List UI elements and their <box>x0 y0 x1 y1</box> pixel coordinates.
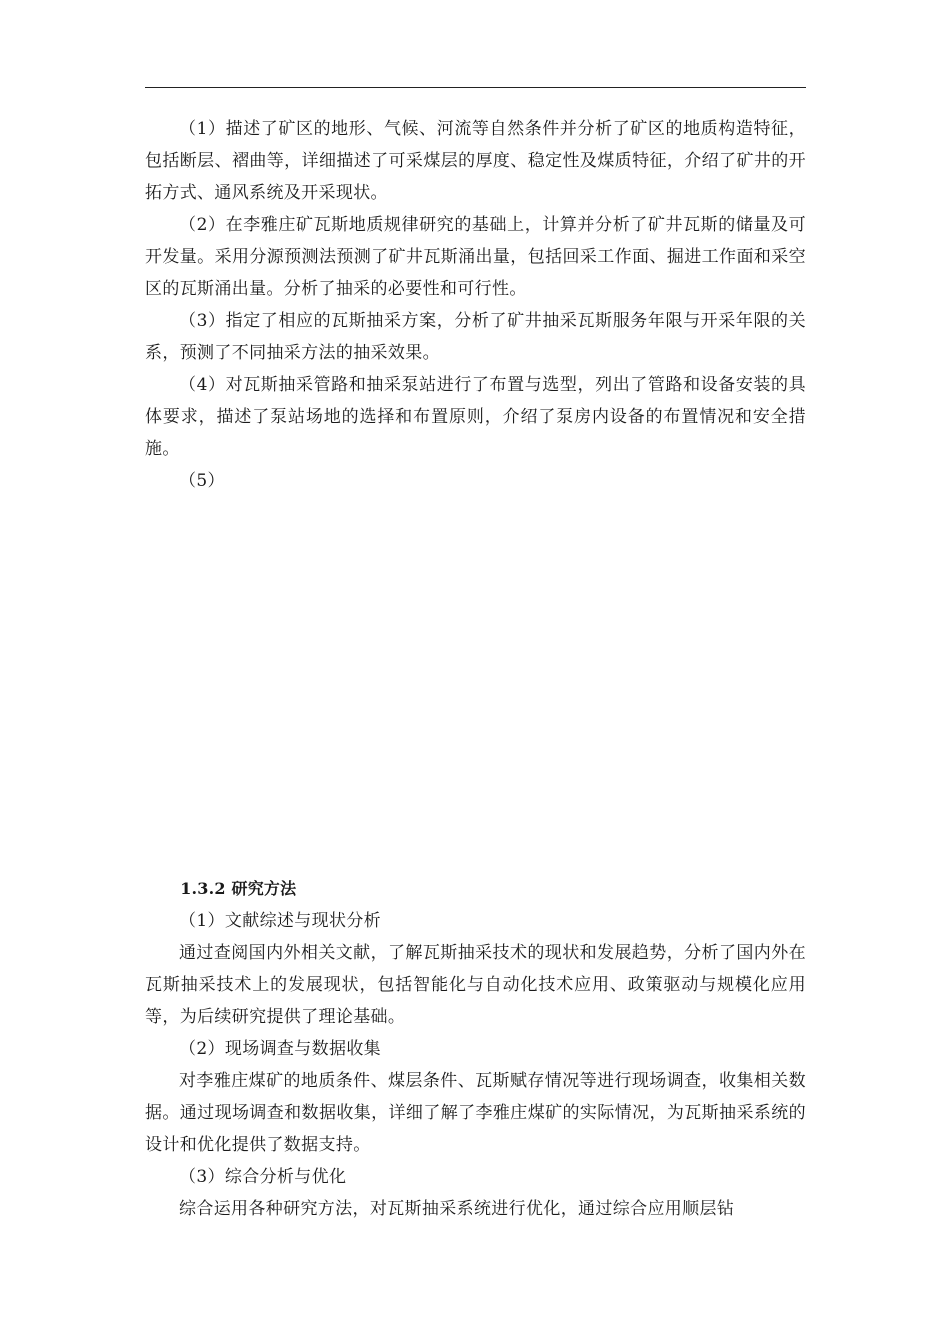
research-methods-section <box>145 873 806 1225</box>
content-item-4: （4）对瓦斯抽采管路和抽采泵站进行了布置与选型，列出了管路和设备安装的具体要求，描述了泵站场地的选择和布置原则，介绍了泵房内设备的布置情况和安全措施。 <box>145 375 806 459</box>
content-item-5: （5） <box>179 471 225 491</box>
method-3-title: （3）综合分析与优化 <box>179 1167 347 1187</box>
content-item-3: （3）指定了相应的瓦斯抽采方案，分析了矿井抽采瓦斯服务年限与开采年限的关系，预测了不同抽采方法的抽采效果。 <box>145 311 806 363</box>
content-item-2: （2）在李雅庄矿瓦斯地质规律研究的基础上，计算并分析了矿井瓦斯的储量及可开发量。采用分源预测法预测了矿井瓦斯涌出量，包括回采工作面、掘进工作面和采空区的瓦斯涌出量。分析了抽采的必要性和可行性。 <box>145 215 806 299</box>
method-3-body: 综合运用各种研究方法，对瓦斯抽采系统进行优化，通过综合应用顺层钻 <box>179 1199 735 1219</box>
header-rule <box>145 87 806 88</box>
research-content-list <box>145 113 806 497</box>
content-item-1: （1）描述了矿区的地形、气候、河流等自然条件并分析了矿区的地质构造特征，包括断层、褶曲等，详细描述了可采煤层的厚度、稳定性及煤质特征，介绍了矿井的开拓方式、通风系统及开采现状。 <box>145 119 806 203</box>
method-1-body: 通过查阅国内外相关文献，了解瓦斯抽采技术的现状和发展趋势，分析了国内外在瓦斯抽采技术上的发展现状，包括智能化与自动化技术应用、政策驱动与规模化应用等，为后续研究提供了理论基础。 <box>145 943 806 1027</box>
section-heading: 1.3.2 研究方法 <box>180 879 297 898</box>
method-1-title: （1）文献综述与现状分析 <box>179 911 382 931</box>
method-2-body: 对李雅庄煤矿的地质条件、煤层条件、瓦斯赋存情况等进行现场调查，收集相关数据。通过现场调查和数据收集，详细了解了李雅庄煤矿的实际情况，为瓦斯抽采系统的设计和优化提供了数据支持。 <box>145 1071 806 1155</box>
method-2-title: （2）现场调查与数据收集 <box>179 1039 382 1059</box>
